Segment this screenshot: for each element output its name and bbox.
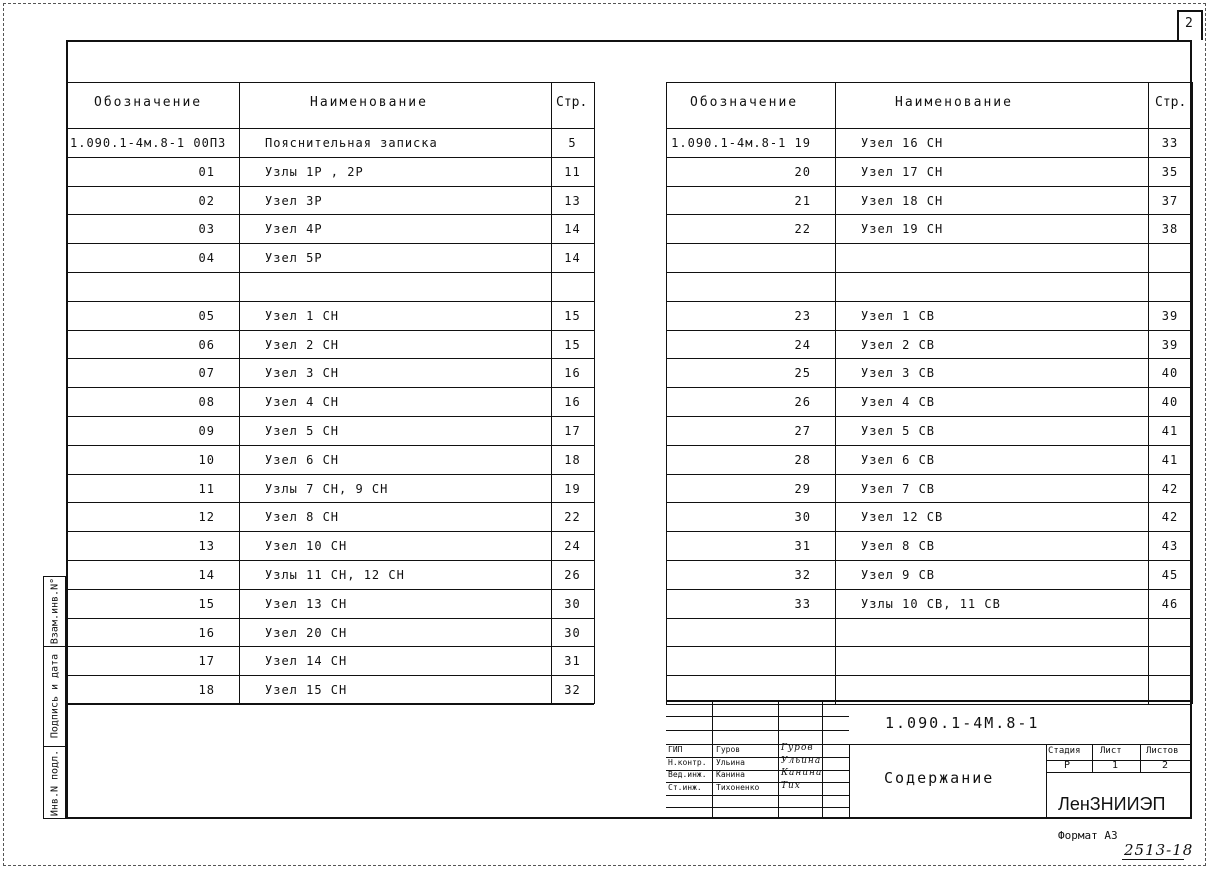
stamp-inv-no: Инв.N подл. <box>49 749 61 817</box>
row-designation: 27 <box>794 424 811 438</box>
row-name: Узел 6 СВ <box>861 452 936 467</box>
row-name: Узел 3Р <box>265 193 323 208</box>
row-designation: 30 <box>794 510 811 525</box>
row-designation: 25 <box>794 366 811 381</box>
row-page: 37 <box>1161 193 1179 208</box>
row-page: 42 <box>1161 510 1179 525</box>
header-page-right: Стр. <box>1155 95 1187 110</box>
row-name: Узел 12 СВ <box>861 510 944 525</box>
row-name: Узел 1 СН <box>265 308 340 323</box>
row-designation: 20 <box>794 164 811 179</box>
row-page: 14 <box>564 222 581 237</box>
sheet-value: 1 <box>1112 760 1120 771</box>
row-page: 39 <box>1161 308 1179 323</box>
row-page: 11 <box>564 164 581 179</box>
row-page: 41 <box>1161 424 1179 438</box>
row-page: 30 <box>564 596 581 611</box>
row-page: 24 <box>564 539 581 554</box>
sheets-label: Листов <box>1146 746 1179 756</box>
row-designation: 03 <box>198 222 215 237</box>
sheet-label: Лист <box>1100 746 1122 756</box>
row-designation: 01 <box>198 164 215 179</box>
stage-value: Р <box>1064 760 1072 771</box>
person-signature: Канина <box>781 768 823 778</box>
row-designation: 32 <box>794 568 811 582</box>
row-name: Узел 15 СН <box>265 683 348 698</box>
row-name: Узлы 11 СН, 12 СН <box>265 568 405 582</box>
row-page: 14 <box>564 251 581 266</box>
person-role: ГИП <box>668 745 683 754</box>
row-page: 33 <box>1161 136 1179 150</box>
row-name: Узел 3 СН <box>265 366 340 381</box>
row-name: Узел 1 СВ <box>861 308 936 323</box>
row-name: Узел 17 СН <box>861 164 944 179</box>
row-page: 32 <box>564 683 581 698</box>
row-name: Узел 5Р <box>265 251 323 266</box>
row-designation: 08 <box>198 395 215 410</box>
row-designation: 17 <box>198 654 215 669</box>
row-name: Узел 9 СВ <box>861 568 936 582</box>
row-page: 39 <box>1161 337 1179 352</box>
person-name: Ульина <box>716 757 745 767</box>
header-page-left: Стр. <box>556 95 588 110</box>
row-name: Узел 2 СВ <box>861 337 936 352</box>
row-name: Узел 7 СВ <box>861 481 936 496</box>
row-name: Узел 4 СВ <box>861 395 936 410</box>
row-page: 16 <box>564 395 581 410</box>
person-role: Ст.инж. <box>668 782 702 792</box>
row-designation: 26 <box>794 395 811 410</box>
row-page: 15 <box>564 308 581 323</box>
row-name: Узел 8 СН <box>265 510 340 525</box>
row-name: Узлы 1Р , 2Р <box>265 164 364 179</box>
row-designation: 09 <box>198 424 215 438</box>
row-designation: 21 <box>794 193 811 208</box>
doc-title: Содержание <box>884 769 995 787</box>
row-page: 40 <box>1161 366 1179 381</box>
row-designation: 13 <box>198 539 215 554</box>
row-name: Узел 4Р <box>265 222 323 237</box>
row-page: 45 <box>1161 568 1179 582</box>
sheet-number: 2 <box>1185 16 1194 31</box>
row-designation: 05 <box>198 308 215 323</box>
row-page: 19 <box>564 481 581 496</box>
row-page: 15 <box>564 337 581 352</box>
row-designation: 28 <box>794 452 811 467</box>
header-designation-left: Обозначение <box>94 95 203 110</box>
row-page: 16 <box>564 366 581 381</box>
row-name: Узел 5 СН <box>265 424 340 438</box>
row-page: 13 <box>564 193 581 208</box>
stage-label: Стадия <box>1048 746 1081 756</box>
row-page: 30 <box>564 625 581 640</box>
person-signature: Гуров <box>781 743 814 753</box>
stamp-sign-date: Подпись и дата <box>49 653 61 739</box>
row-name: Узел 4 СН <box>265 395 340 410</box>
doc-code: 1.090.1-4М.8-1 <box>885 714 1040 732</box>
person-signature: Тих <box>781 780 801 791</box>
row-designation: 06 <box>198 337 215 352</box>
row-name: Узел 10 СН <box>265 539 348 554</box>
row-designation: 10 <box>198 452 215 467</box>
row-page: 43 <box>1161 539 1179 554</box>
row-designation: 29 <box>794 481 811 496</box>
person-name: Гуров <box>716 745 741 754</box>
row-designation: 12 <box>198 510 215 525</box>
row-designation: 11 <box>198 481 215 496</box>
row-name: Узел 14 СН <box>265 654 348 669</box>
row-name: Узел 6 СН <box>265 452 340 467</box>
row-designation: 07 <box>198 366 215 381</box>
row-designation: 1.090.1-4м.8-1 19 <box>671 136 811 150</box>
row-designation: 24 <box>794 337 811 352</box>
row-designation: 31 <box>794 539 811 554</box>
row-name: Узел 19 СН <box>861 222 944 237</box>
header-designation-right: Обозначение <box>690 95 799 110</box>
row-name: Пояснительная записка <box>265 136 438 150</box>
row-designation: 22 <box>794 222 811 237</box>
row-name: Узел 5 СВ <box>861 424 936 438</box>
row-designation: 15 <box>198 596 215 611</box>
row-page: 35 <box>1161 164 1179 179</box>
person-role: Н.контр. <box>668 757 707 767</box>
row-name: Узел 13 СН <box>265 596 348 611</box>
row-designation: 04 <box>198 251 215 266</box>
organization-name: ЛенЗНИИЭП <box>1058 794 1166 814</box>
archive-number: 2513-18 <box>1124 841 1194 859</box>
row-name: Узел 2 СН <box>265 337 340 352</box>
person-signature: Ульина <box>781 755 822 766</box>
person-name: Канина <box>716 770 745 779</box>
row-designation: 33 <box>794 596 811 611</box>
row-name: Узел 16 СН <box>861 136 944 150</box>
row-designation: 1.090.1-4м.8-1 00ПЗ <box>70 136 227 150</box>
row-page: 41 <box>1161 452 1179 467</box>
row-name: Узел 18 СН <box>861 193 944 208</box>
row-designation: 16 <box>198 625 215 640</box>
format-label: Формат А3 <box>1058 829 1118 842</box>
row-page: 26 <box>564 568 581 582</box>
row-name: Узлы 10 СВ, 11 СВ <box>861 596 1001 611</box>
person-role: Вед.инж. <box>668 770 707 779</box>
row-page: 38 <box>1161 222 1179 237</box>
row-name: Узел 8 СВ <box>861 539 936 554</box>
row-page: 42 <box>1161 481 1179 496</box>
row-designation: 14 <box>198 568 215 582</box>
row-page: 22 <box>564 510 581 525</box>
row-name: Узел 3 СВ <box>861 366 936 381</box>
row-page: 18 <box>564 452 581 467</box>
header-name-right: Наименование <box>895 95 1013 110</box>
row-designation: 23 <box>794 308 811 323</box>
row-designation: 18 <box>198 683 215 698</box>
row-page: 5 <box>568 136 577 150</box>
person-name: Тихоненко <box>716 782 760 792</box>
row-page: 40 <box>1161 395 1179 410</box>
sheets-value: 2 <box>1162 760 1170 771</box>
row-page: 31 <box>564 654 581 669</box>
row-designation: 02 <box>198 193 215 208</box>
stamp-replaced-inv: Взам.инв.N° <box>49 577 61 645</box>
header-name-left: Наименование <box>310 95 428 110</box>
row-name: Узел 20 СН <box>265 625 348 640</box>
row-page: 46 <box>1161 596 1179 611</box>
row-page: 17 <box>564 424 581 438</box>
row-name: Узлы 7 СН, 9 СН <box>265 481 389 496</box>
